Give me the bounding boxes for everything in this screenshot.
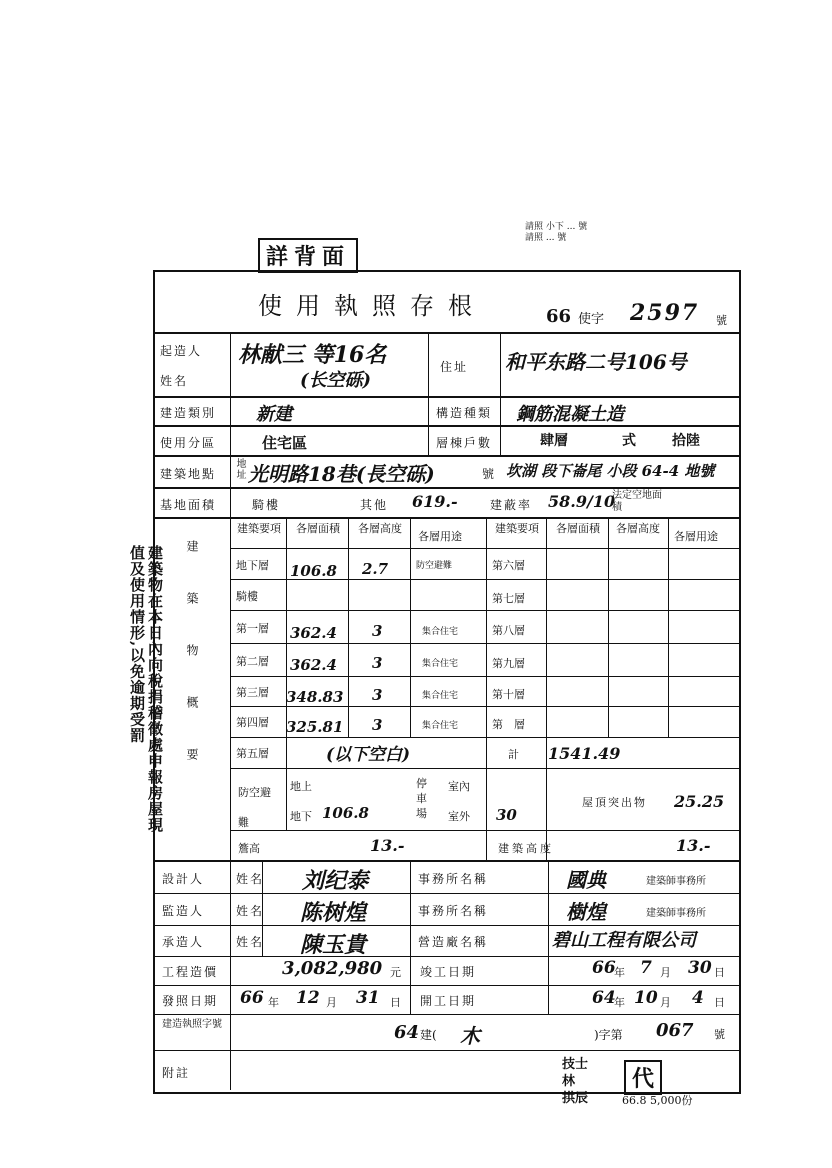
rule	[500, 396, 501, 456]
rule	[286, 517, 287, 830]
rule	[230, 332, 231, 1090]
col-height: 各層高度	[358, 522, 402, 535]
floor-use: 集合住宅	[422, 691, 459, 701]
note-line: 請照 小下 ... 號	[525, 222, 588, 232]
contractor-label: 承造人	[162, 935, 205, 949]
floor-label-right: 第七層	[492, 592, 525, 605]
applicant-name: 林献三 等16名	[238, 342, 387, 368]
floor-label: 騎樓	[236, 590, 258, 603]
floor-label-right: 第十層	[492, 688, 525, 701]
buildings-value: 式	[622, 433, 636, 449]
office-name-label: 事務所名稱	[418, 872, 489, 886]
parking-outdoor: 30	[496, 806, 517, 824]
floor-use: 集合住宅	[422, 627, 459, 637]
other-label: 其他	[360, 498, 389, 512]
rule	[230, 830, 739, 831]
permit-suffix-label: 號	[714, 1028, 725, 1041]
start-month: 10	[634, 988, 658, 1008]
indoor-label: 室內	[448, 780, 470, 793]
permit-suffix: 號	[716, 314, 727, 327]
struct-type-value: 鋼筋混凝土造	[516, 404, 624, 425]
top-right-notes	[525, 222, 740, 244]
rule	[153, 893, 739, 894]
floor-area-blank: (以下空白)	[326, 745, 411, 765]
total-area: 1541.49	[548, 744, 621, 763]
rule	[486, 517, 487, 860]
rule	[153, 455, 739, 457]
rule	[153, 860, 739, 862]
build-type-label: 建造類別	[160, 406, 217, 420]
floor-label-right: 第 層	[492, 718, 525, 731]
year-label: 年	[614, 996, 625, 1009]
office-name-label: 事務所名稱	[418, 904, 489, 918]
designer-office: 國典	[566, 868, 606, 892]
floor-label: 第三層	[236, 686, 269, 699]
land-area-label: 基地面積	[160, 498, 217, 512]
site-sub-label: 地址	[234, 458, 245, 480]
underground-area: 106.8	[322, 804, 369, 822]
floor-area: 106.8	[290, 562, 337, 580]
permit-no-char-label: )字第	[594, 1028, 623, 1042]
rule	[548, 861, 549, 1014]
day-label: 日	[714, 966, 725, 979]
site-label: 建築地點	[160, 467, 217, 481]
floors-units-label: 層棟戶數	[436, 436, 493, 450]
use-zone-label: 使用分區	[160, 436, 217, 450]
rule	[230, 610, 739, 611]
rule	[410, 517, 411, 737]
applicant-label: 起造人	[160, 344, 203, 358]
floor-height: 3	[372, 686, 383, 704]
floor-height: 3	[372, 716, 383, 734]
month-label: 月	[660, 966, 671, 979]
address-label: 住址	[440, 360, 469, 374]
floor-height: 2.7	[362, 560, 389, 578]
floor-label: 第一層	[236, 622, 269, 635]
rule	[153, 396, 739, 398]
person-name-label: 姓名	[236, 935, 265, 949]
footnote: 66.8 5,000份	[622, 1094, 693, 1107]
struct-type-label: 構造種類	[436, 406, 493, 420]
designer-name: 刘纪泰	[302, 868, 369, 894]
address-value: 和平东路二号106号	[505, 350, 687, 374]
issue-date-label: 發照日期	[162, 994, 219, 1008]
floors-value: 肆層	[540, 433, 568, 449]
rule	[153, 985, 739, 986]
site-lot-value: 坎湖 段下崙尾 小段 64-4 地號	[506, 462, 715, 480]
rule	[230, 737, 739, 738]
building-height-value: 13.-	[676, 836, 711, 855]
rule	[348, 517, 349, 737]
roof-projection-value: 25.25	[674, 792, 725, 811]
rule	[668, 517, 669, 737]
site-no-label: 號	[482, 467, 497, 481]
building-summary-label: 建築物概要	[185, 540, 199, 800]
rule	[410, 861, 411, 956]
start-year: 64	[592, 988, 616, 1008]
applicant-note: (长空砾)	[300, 370, 372, 391]
air-raid-label: 防空避難	[238, 786, 271, 829]
floor-area: 348.83	[286, 688, 344, 706]
ground-label: 地上	[290, 780, 312, 793]
rule	[230, 643, 739, 644]
permit-no-label: 建造執照字號	[162, 1019, 222, 1030]
land-area-other: 619.-	[412, 492, 458, 511]
col-use: 各層用途	[418, 530, 462, 543]
floor-area: 325.81	[286, 718, 344, 736]
use-zone-value: 住宅區	[262, 434, 308, 452]
riding-label: 騎樓	[252, 498, 281, 512]
rule	[153, 1050, 739, 1051]
col-area: 各層面積	[296, 522, 340, 535]
person-name-label: 姓名	[236, 872, 265, 886]
col-item-right: 建築要項	[495, 522, 539, 535]
designer-label: 設計人	[162, 872, 205, 886]
completion-day: 30	[688, 958, 712, 978]
rule	[153, 487, 739, 489]
rule	[230, 768, 739, 769]
underground-label: 地下	[290, 810, 312, 823]
rule	[153, 425, 739, 427]
permit-char: 使字	[578, 312, 605, 327]
permit-year: 66	[546, 306, 572, 327]
total-label: 計	[508, 748, 519, 761]
floor-area: 362.4	[290, 656, 337, 674]
floor-height: 3	[372, 622, 383, 640]
col-area-right: 各層面積	[556, 522, 600, 535]
factory-name-label: 營造廠名稱	[418, 935, 489, 949]
start-date-label: 開工日期	[420, 994, 477, 1008]
floor-label-right: 第六層	[492, 559, 525, 572]
day-label: 日	[714, 996, 725, 1009]
official-stamp: 代	[624, 1060, 662, 1095]
yuan-label: 元	[390, 966, 401, 979]
architect-office-label: 建築師事務所	[646, 876, 706, 887]
coverage-label: 建蔽率	[490, 498, 533, 512]
build-type-value: 新建	[256, 404, 292, 425]
rule	[230, 548, 739, 549]
form-title: 使用執照存根	[258, 292, 486, 320]
issue-month: 12	[296, 988, 320, 1008]
back-side-stamp: 詳背面	[258, 238, 358, 273]
floor-label-right: 第九層	[492, 657, 525, 670]
issue-year: 66	[240, 988, 264, 1008]
floor-label: 地下層	[236, 559, 269, 572]
floor-height: 3	[372, 654, 383, 672]
permit-char-value: 木	[460, 1024, 480, 1048]
floor-use: 集合住宅	[422, 721, 459, 731]
roof-height-value: 13.-	[370, 836, 405, 855]
rule	[153, 956, 739, 957]
legal-open-label: 法定空地面積	[612, 490, 662, 513]
technician-stamp: 技士 林 拱辰	[562, 1057, 589, 1106]
person-name-label: 姓名	[236, 904, 265, 918]
rule	[230, 706, 739, 707]
floor-label-right: 第八層	[492, 624, 525, 637]
cost-value: 3,082,980	[282, 958, 383, 979]
name-label: 姓名	[160, 374, 189, 388]
cost-label: 工程造價	[162, 965, 219, 979]
supervisor-label: 監造人	[162, 904, 205, 918]
issue-day: 31	[356, 988, 380, 1008]
site-value: 光明路18巷(長空砾)	[248, 462, 435, 486]
floor-label: 第五層	[236, 747, 269, 760]
left-margin-note: 建築物在本日內向稅捐稽徵處申報房屋現值及使用情形,以免逾期受罰	[128, 545, 164, 833]
floor-label: 第二層	[236, 655, 269, 668]
rule	[153, 1014, 739, 1015]
units-value: 拾陸	[672, 433, 700, 449]
rule	[500, 332, 501, 396]
rule	[410, 956, 411, 1014]
floor-area: 362.4	[290, 624, 337, 642]
permit-no-value: 067	[656, 1020, 694, 1041]
building-height-label: 建築高度	[498, 842, 554, 855]
year-label: 年	[614, 966, 625, 979]
col-height-right: 各層高度	[616, 522, 660, 535]
supervisor-office: 樹煌	[566, 900, 606, 924]
floor-label: 第四層	[236, 716, 269, 729]
completion-year: 66	[592, 958, 616, 978]
architect-office-label: 建築師事務所	[646, 908, 706, 919]
rule	[230, 676, 739, 677]
roof-projection-label: 屋頂突出物	[582, 796, 647, 809]
contractor-name: 陳玉貴	[300, 932, 367, 958]
supervisor-name: 陈树煌	[300, 900, 367, 926]
permit-char-label: 建(	[420, 1028, 437, 1042]
col-item: 建築要項	[237, 522, 281, 535]
floor-use: 集合住宅	[422, 659, 459, 669]
permit-number: 2597	[630, 300, 700, 326]
month-label: 月	[660, 996, 671, 1009]
contractor-factory: 碧山工程有限公司	[552, 930, 696, 951]
col-use-right: 各層用途	[674, 530, 718, 543]
outdoor-label: 室外	[448, 810, 470, 823]
remarks-label: 附註	[162, 1066, 191, 1080]
rule	[608, 517, 609, 737]
rule	[428, 332, 429, 396]
completion-month: 7	[640, 958, 652, 978]
parking-label: 停車場	[416, 777, 427, 820]
day-label: 日	[390, 996, 401, 1009]
permit-year-value: 64	[394, 1022, 420, 1043]
note-line: 請照 ... 號	[525, 233, 567, 243]
month-label: 月	[326, 996, 337, 1009]
roof-height-label: 簷高	[238, 842, 260, 855]
completion-label: 竣工日期	[420, 965, 477, 979]
rule	[546, 517, 547, 860]
floor-use: 防空避難	[416, 561, 453, 571]
rule	[153, 332, 739, 334]
year-label: 年	[268, 996, 279, 1009]
start-day: 4	[692, 988, 704, 1008]
rule	[153, 517, 739, 519]
coverage-value: 58.9/10	[548, 492, 616, 511]
rule	[428, 396, 429, 456]
